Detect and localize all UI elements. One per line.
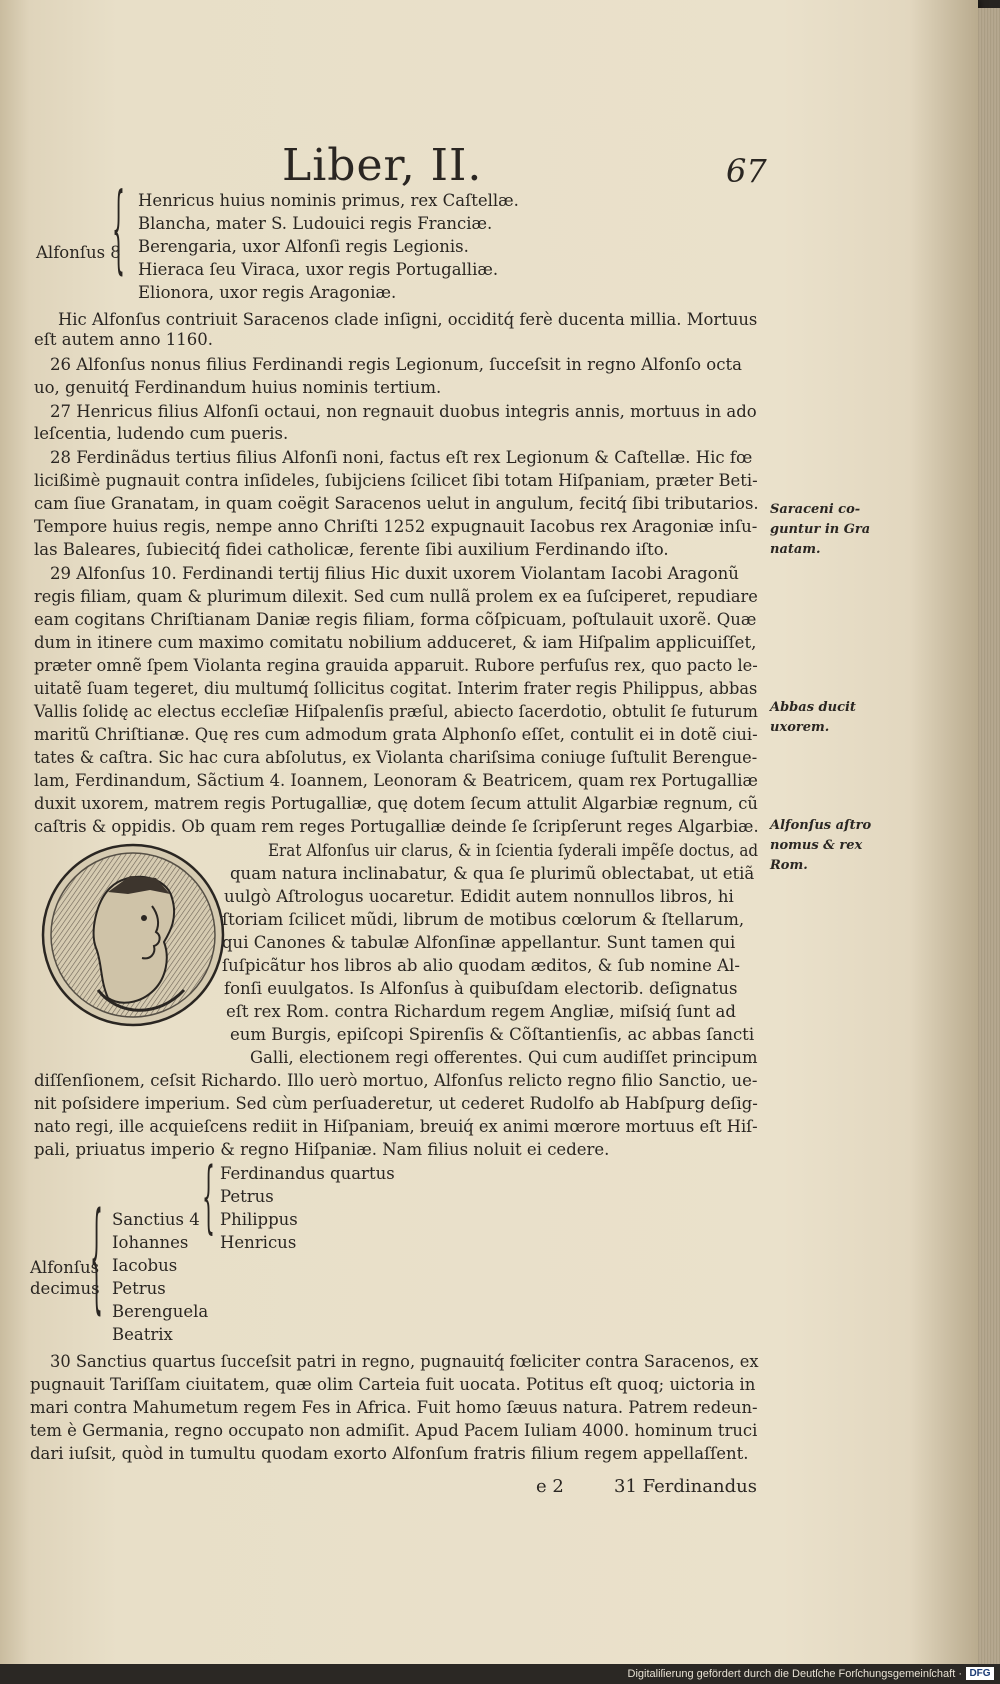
text-line: uitatẽ ſuam tegeret, diu multumq́ ſollicitus cogitat. Interim frater regis Philippus, abbas bbox=[34, 679, 758, 698]
text-line: uo, genuitq́ Ferdinandum huius nominis tertium. bbox=[34, 378, 442, 397]
genealogy-1-child: Henricus huius nominis primus, rex Caſtellæ. bbox=[138, 191, 519, 210]
text-line: tates & caſtra. Sic hac cura abſolutus, ex Violanta chariſsima coniuge ſuſtulit Berengue- bbox=[34, 748, 758, 767]
text-line: qui Canones & tabulæ Alfonſinæ appellantur. Sunt tamen qui bbox=[222, 933, 736, 952]
signature-mark: e 2 bbox=[536, 1476, 564, 1497]
marginal-note-line: natam. bbox=[770, 542, 821, 557]
text-line: 26 Alfonſus nonus filius Ferdinandi regis Legionum, ſucceſsit in regno Alfonſo octa bbox=[50, 355, 742, 374]
text-line: cam ſiue Granatam, in quam coëgit Saracenos uelut in angulum, fecitq́ ſibi tributarios. bbox=[34, 494, 759, 513]
text-line: 30 Sanctius quartus ſucceſsit patri in regno, pugnauitq́ fœliciter contra Saracenos, ex bbox=[50, 1352, 759, 1371]
text-line: pali, priuatus imperio & regno Hiſpaniæ. Nam filius noluit ei cedere. bbox=[34, 1140, 610, 1159]
text-line: Tempore huius regis, nempe anno Chriſti 1252 expugnauit Iacobus rex Aragoniæ inſu- bbox=[34, 517, 758, 536]
text-line: fonſi euulgatos. Is Alfonſus à quibuſdam electorib. deſignatus bbox=[224, 979, 738, 998]
text-line: eſt rex Rom. contra Richardum regem Angliæ, miſsiq́ ſunt ad bbox=[226, 1002, 736, 1021]
marginal-note-line: nomus & rex bbox=[770, 838, 863, 853]
genealogy-2-brace-grandchildren: { bbox=[202, 1153, 215, 1246]
genealogy-2-parent: decimus bbox=[30, 1279, 100, 1298]
genealogy-2-parent: Alfonſus bbox=[30, 1258, 100, 1277]
text-line: eam cogitans Chriſtianam Daniæ regis filiam, forma cõſpicuam, poſtulauit uxorẽ. Quæ bbox=[34, 610, 757, 629]
text-line: Erat Alfonſus uir clarus, & in ſcientia ſyderali impẽſe doctus, ad bbox=[268, 841, 759, 860]
marginal-note-line: guntur in Gra bbox=[770, 522, 871, 537]
genealogy-2-brace-children: { bbox=[90, 1192, 103, 1332]
marginal-note-line: Alfonſus aſtro bbox=[770, 818, 872, 833]
genealogy-1-parent: Alfonſus 8 bbox=[36, 243, 121, 262]
marginal-note-line: uxorem. bbox=[770, 720, 830, 735]
marginal-note-line: Rom. bbox=[770, 858, 808, 873]
page-edge bbox=[978, 8, 1000, 1668]
marginal-note-line: Saraceni co- bbox=[770, 502, 861, 517]
genealogy-2-child: Berenguela bbox=[112, 1302, 209, 1321]
genealogy-2-grandchild: Henricus bbox=[220, 1233, 297, 1252]
marginal-note bbox=[770, 698, 870, 738]
text-line: quam natura inclinabatur, & qua ſe plurimũ oblectabat, ut etiã bbox=[230, 864, 755, 883]
genealogy-2-child: Iacobus bbox=[112, 1256, 178, 1275]
text-line: 29 Alfonſus 10. Ferdinandi tertij filius Hic duxit uxorem Violantam Iacobi Aragonũ bbox=[50, 564, 739, 583]
genealogy-1-child: Elionora, uxor regis Aragoniæ. bbox=[138, 283, 397, 302]
genealogy-1-child: Berengaria, uxor Alfonſi regis Legionis. bbox=[138, 237, 469, 256]
text-line: las Baleares, ſubiecitq́ fidei catholicæ, ferente ſibi auxilium Ferdinando iſto. bbox=[34, 540, 669, 559]
text-line: diſſenſionem, ceſsit Richardo. Illo uerò mortuo, Alfonſus relicto regno filio Sanctio, ue- bbox=[34, 1071, 758, 1090]
marginal-note bbox=[770, 816, 870, 876]
genealogy-2-child: Petrus bbox=[112, 1279, 166, 1298]
text-line: nit poſsidere imperium. Sed cùm perſuaderetur, ut cederet Rudolfo ab Habſpurg deſig- bbox=[34, 1094, 758, 1113]
text-line: Galli, electionem regi offerentes. Qui cum audiſſet principum bbox=[250, 1048, 758, 1067]
genealogy-2-grandchild: Ferdinandus quartus bbox=[220, 1164, 395, 1183]
genealogy-1-child: Hieraca ſeu Viraca, uxor regis Portugalliæ. bbox=[138, 260, 499, 279]
text-line: eſt autem anno 1160. bbox=[34, 330, 214, 349]
text-line: licißimè pugnauit contra inſideles, ſubijciens ſcilicet ſibi totam Hiſpaniam, præter Beti- bbox=[34, 471, 758, 490]
text-line: eum Burgis, epiſcopi Spirenſis & Cõſtantienſis, ac abbas ſancti bbox=[230, 1025, 755, 1044]
text-line: 27 Henricus filius Alfonſi octaui, non regnauit duobus integris annis, mortuus in ado bbox=[50, 402, 757, 421]
genealogy-2-grandchild: Petrus bbox=[220, 1187, 274, 1206]
text-line: maritũ Chriſtianæ. Quę res cum admodum grata Alphonſo eſſet, contulit ei in dotẽ ciui- bbox=[34, 725, 758, 744]
text-line: mari contra Mahumetum regem Fes in Africa. Fuit homo ſæuus natura. Patrem redeun- bbox=[30, 1398, 758, 1417]
running-head-title: Liber, II. bbox=[282, 140, 483, 191]
genealogy-2-child: Beatrix bbox=[112, 1325, 173, 1344]
genealogy-2-child: Sanctius 4 bbox=[112, 1210, 200, 1229]
text-line: Vallis ſolidę ac electus eccleſiæ Hiſpalenſis præſul, abiecto ſacerdotio, obtulit ſe futurum bbox=[34, 702, 758, 721]
text-line: dum in itinere cum maximo comitatu nobilium adduceret, & iam Hiſpalim applicuiſſet, bbox=[34, 633, 757, 652]
genealogy-1-child: Blancha, mater S. Ludouici regis Franciæ. bbox=[138, 214, 493, 233]
text-line: regis filiam, quam & plurimum dilexit. Sed cum nullã prolem ex ea ſuſciperet, repudiare bbox=[34, 587, 758, 606]
text-line: Hic Alfonſus contriuit Saracenos clade inſigni, occiditq́ ferè ducenta millia. Mortuus bbox=[58, 310, 758, 329]
folio-number: 67 bbox=[726, 152, 767, 190]
text-line: leſcentia, ludendo cum pueris. bbox=[34, 424, 289, 443]
text-line: caſtris & oppidis. Ob quam rem reges Portugalliæ deinde ſe ſcripſerunt reges Algarbiæ. bbox=[34, 817, 759, 836]
text-line: ſuſpicãtur hos libros ab alio quodam æditos, & ſub nomine Al- bbox=[222, 956, 740, 975]
marginal-note bbox=[770, 500, 870, 560]
catchword: 31 Ferdinandus bbox=[614, 1476, 757, 1497]
text-line: lam, Ferdinandum, Sãctium 4. Ioannem, Leonoram & Beatricem, quam rex Portugalliæ bbox=[34, 771, 758, 790]
text-line: nato regi, ille acquieſcens rediit in Hiſpaniam, breuiq́ ex animi mœrore mortuus eſt Hiſ- bbox=[34, 1117, 758, 1136]
genealogy-1-brace: { bbox=[112, 176, 125, 289]
text-line: duxit uxorem, matrem regis Portugalliæ, quę dotem ſecum attulit Algarbiæ regnum, cũ bbox=[34, 794, 758, 813]
footer-credit: Digitaliſierung gefördert durch die Deutſche Forſchungsgemeinſchaft · bbox=[627, 1668, 962, 1680]
text-line: præter omnẽ ſpem Violanta regina grauida apparuit. Rubore perfuſus rex, quo pacto le- bbox=[34, 656, 758, 675]
genealogy-2-child: Iohannes bbox=[112, 1233, 189, 1252]
text-line: dari iuſsit, quòd in tumultu quodam exorto Alfonſum fratris filium regem appellaſſent. bbox=[30, 1444, 749, 1463]
text-line: pugnauit Tariſſam ciuitatem, quæ olim Carteia fuit uocata. Potitus eſt quoq; uictoria in bbox=[30, 1375, 756, 1394]
dfg-logo: DFG bbox=[966, 1667, 994, 1680]
text-line: 28 Ferdinãdus tertius filius Alfonſi noni, factus eſt rex Legionum & Caſtellæ. Hic fœ bbox=[50, 448, 753, 467]
medallion-portrait bbox=[38, 840, 228, 1030]
marginal-note-line: Abbas ducit bbox=[770, 700, 856, 715]
text-line: uulgò Aſtrologus uocaretur. Edidit autem nonnullos libros, hi bbox=[224, 887, 734, 906]
genealogy-2-grandchild: Philippus bbox=[220, 1210, 298, 1229]
text-line: tem è Germania, regno occupato non admiſit. Apud Pacem Iuliam 4000. hominum truci bbox=[30, 1421, 758, 1440]
text-line: ſtoriam ſcilicet mũdi, librum de motibus cœlorum & ſtellarum, bbox=[222, 910, 745, 929]
